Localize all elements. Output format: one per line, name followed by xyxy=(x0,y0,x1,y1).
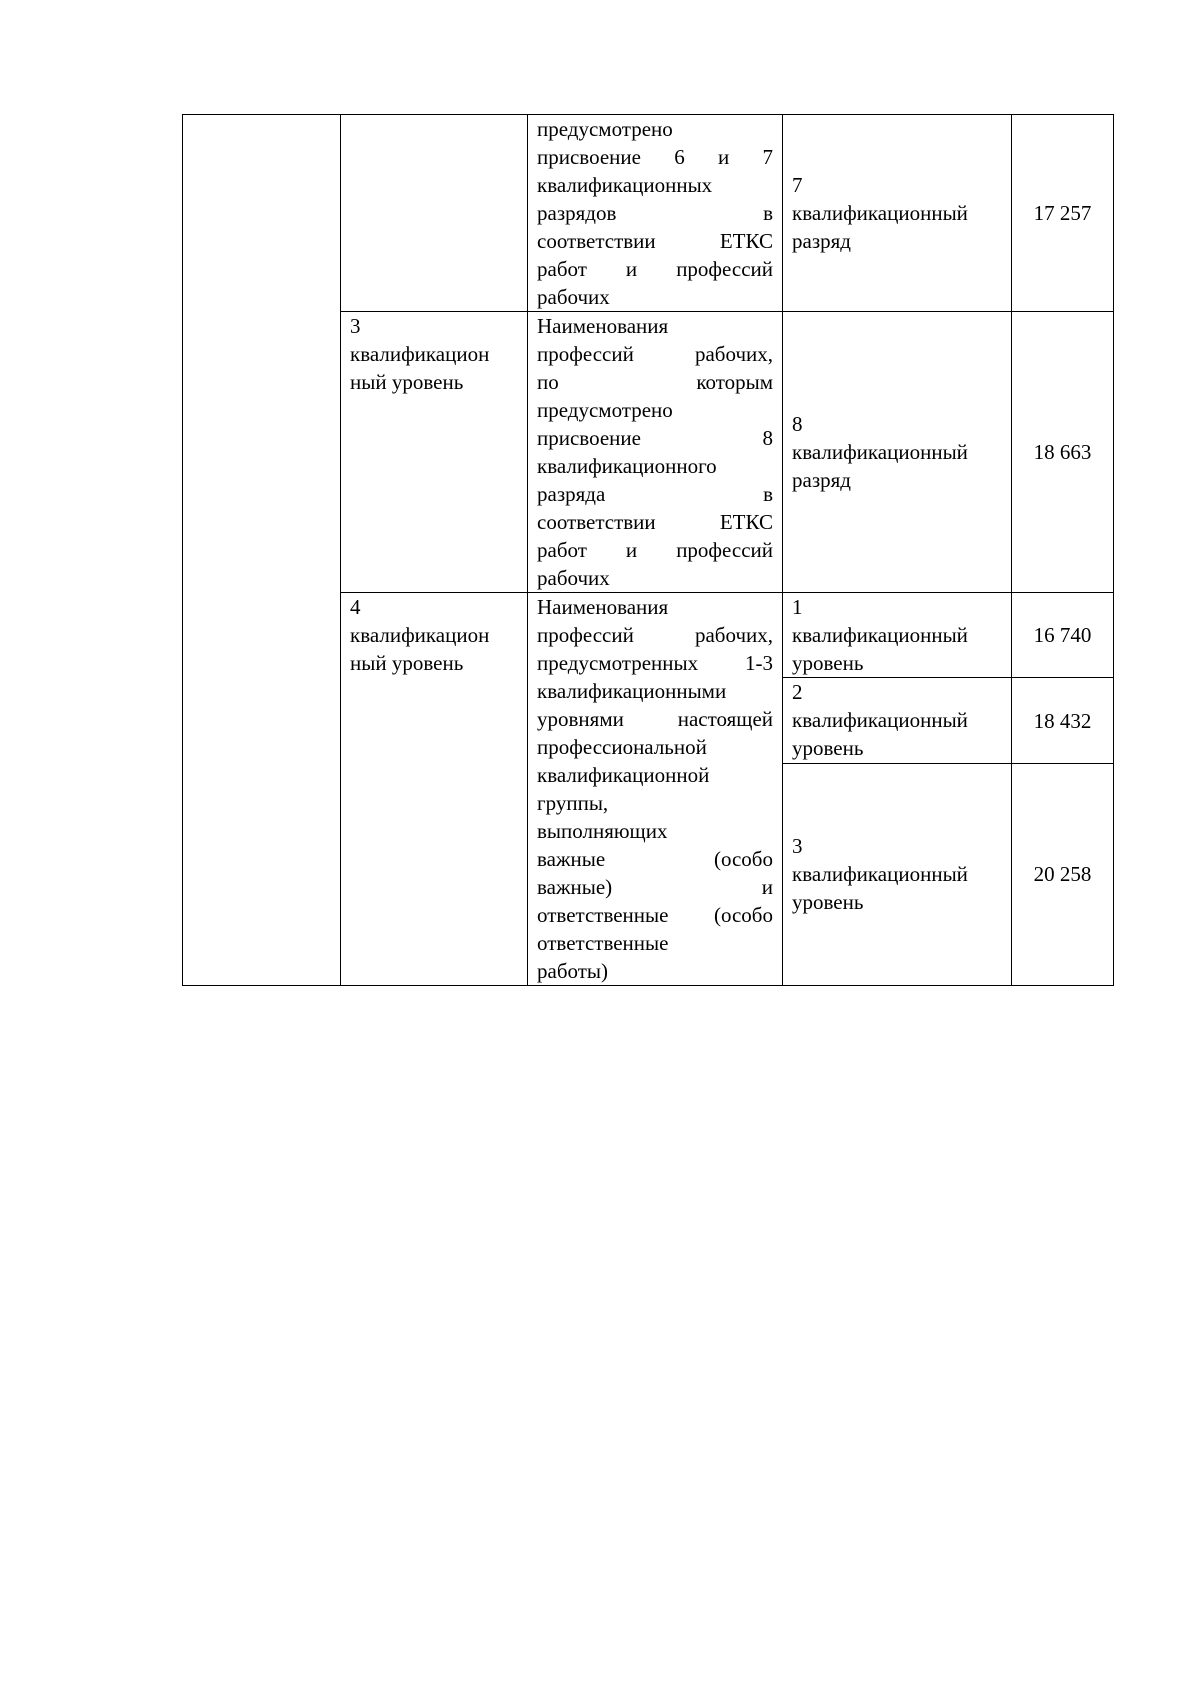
description-cell: предусмотрено присвоение 6 и 7 квалификационных разрядов в соответствии ЕТКС работ и профессий рабочих xyxy=(528,115,783,312)
group-cell xyxy=(183,115,341,986)
table-row xyxy=(183,115,1114,312)
salary-cell: 20 258 xyxy=(1012,763,1114,985)
description-cell: Наименования профессий рабочих, предусмотренных 1-3 квалификационными уровнями настоящей профессиональной квалификационной группы, выполняющих важные (особо важные) и ответственные (особо ответственные работы) xyxy=(528,593,783,986)
description-cell: Наименования профессий рабочих, по которым предусмотрено присвоение 8 квалификационного разряда в соответствии ЕТКС работ и профессий рабочих xyxy=(528,312,783,593)
salary-cell: 18 432 xyxy=(1012,678,1114,763)
grade-cell: 3 квалификационный уровень xyxy=(783,763,1012,985)
level-cell: 3 квалификацион ный уровень xyxy=(341,312,528,593)
salary-cell: 18 663 xyxy=(1012,312,1114,593)
level-cell xyxy=(341,115,528,312)
grade-cell: 1 квалификационный уровень xyxy=(783,593,1012,678)
qualification-table xyxy=(182,114,1114,986)
salary-cell: 17 257 xyxy=(1012,115,1114,312)
salary-cell: 16 740 xyxy=(1012,593,1114,678)
level-cell: 4 квалификацион ный уровень xyxy=(341,593,528,986)
grade-cell: 8 квалификационный разряд xyxy=(783,312,1012,593)
grade-cell: 2 квалификационный уровень xyxy=(783,678,1012,763)
grade-cell: 7 квалификационный разряд xyxy=(783,115,1012,312)
